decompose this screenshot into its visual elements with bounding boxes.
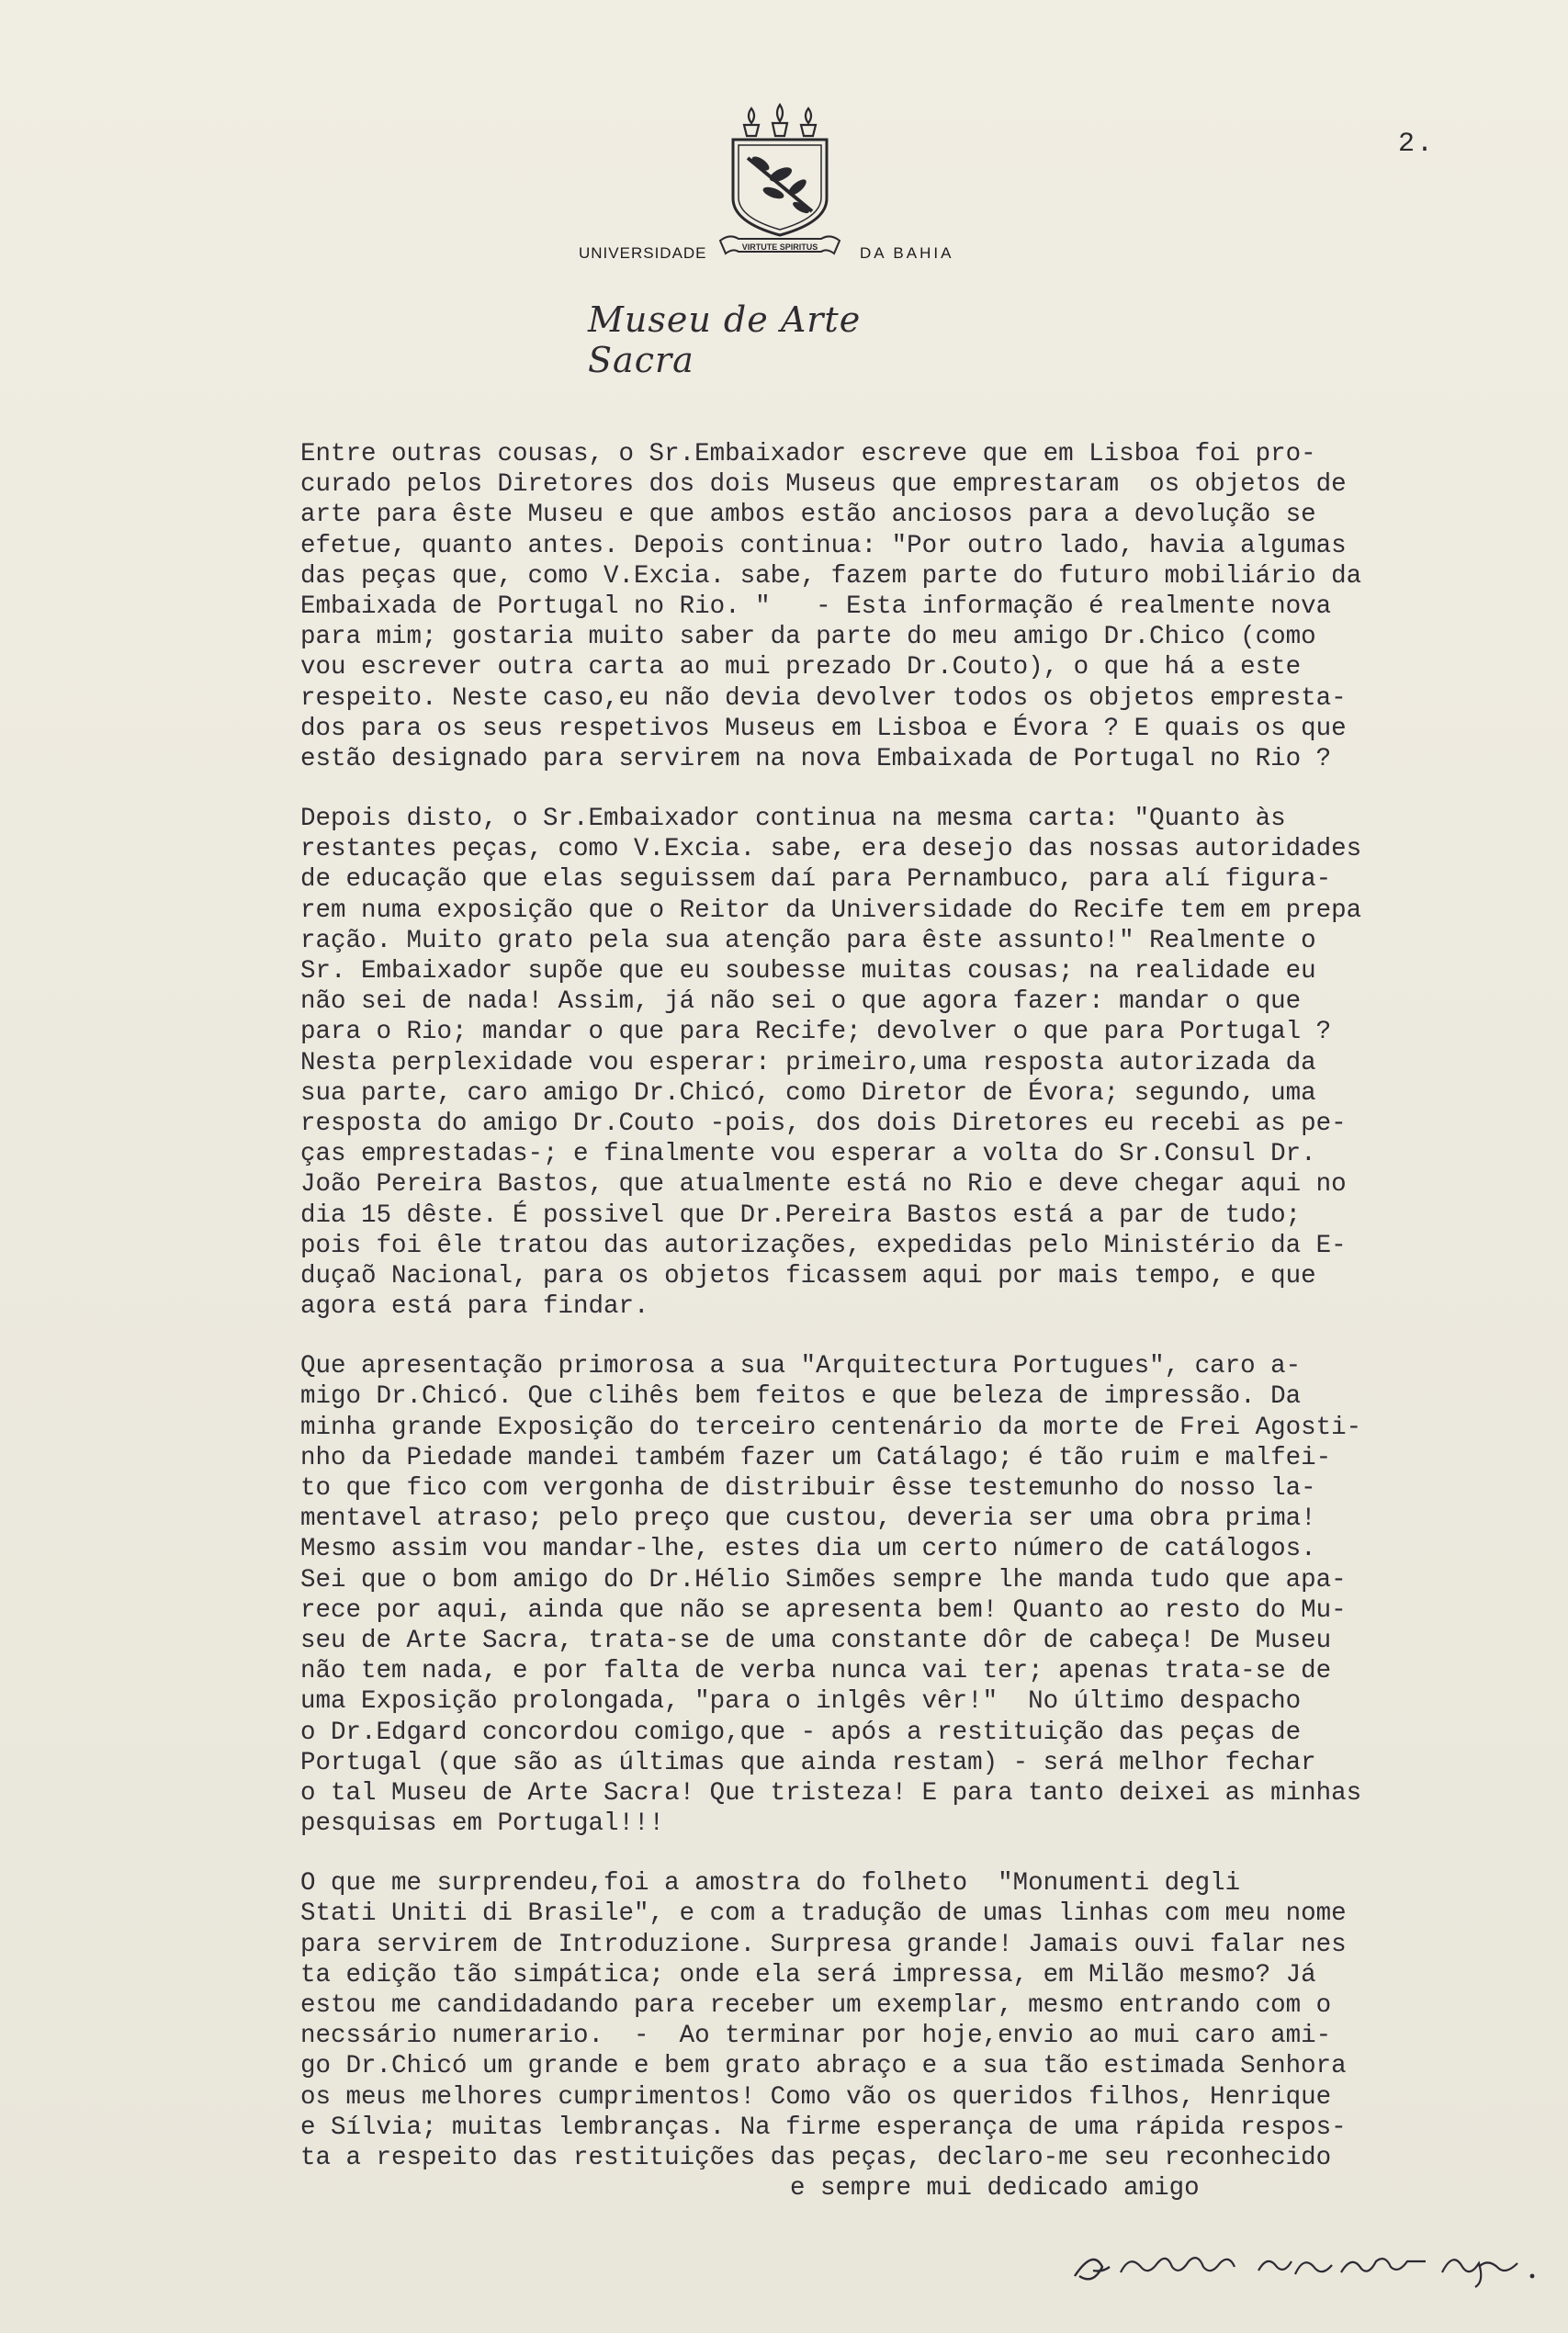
museum-name: Museu de Arte Sacra — [588, 299, 862, 380]
letter-line: Nesta perplexidade vou esperar: primeiro,uma resposta autorizada da — [300, 1048, 1316, 1077]
crest-motto: VIRTUTE SPIRITUS — [741, 242, 818, 252]
letter-line: to que fico com vergonha de distribuir êsse testemunho do nosso la- — [300, 1474, 1316, 1503]
letter-line: ração. Muito grato pela sua atenção para êste assunto!" Realmente o — [300, 926, 1316, 955]
letter-line: ças emprestadas-; e finalmente vou esperar a volta do Sr.Consul Dr. — [300, 1140, 1316, 1169]
letter-line: dia 15 dêste. É possivel que Dr.Pereira Bastos está a par de tudo; — [300, 1200, 1302, 1230]
letter-line: Que apresentação primorosa a sua "Arquitectura Portugues", caro a- — [300, 1352, 1302, 1381]
letter-line: João Pereira Bastos, que atualmente está no Rio e deve chegar aqui no — [300, 1170, 1347, 1200]
letter-line: agora está para findar. — [300, 1292, 649, 1322]
university-crest-icon — [716, 103, 843, 266]
letter-line: o tal Museu de Arte Sacra! Que tristeza! E para tanto deixei as minhas — [300, 1778, 1362, 1808]
letter-line: estou me candidadando para receber um exemplar, mesmo entrando com o — [300, 1991, 1332, 2020]
letter-line: sua parte, caro amigo Dr.Chicó, como Diretor de Évora; segundo, uma — [300, 1078, 1316, 1108]
letter-line: duçaõ Nacional, para os objetos ficassem aqui por mais tempo, e que — [300, 1261, 1316, 1290]
letter-line: ta edição tão simpática; onde ela será impressa, em Milão mesmo? Já — [300, 1960, 1316, 1989]
letter-line: e Sílvia; muitas lembranças. Na firme esperança de uma rápida respos- — [300, 2113, 1347, 2142]
letter-line: efetue, quanto antes. Depois continua: "Por outro lado, havia algumas — [300, 531, 1347, 560]
letter-line: para servirem de Introduzione. Surpresa grande! Jamais ouvi falar nes — [300, 1930, 1347, 1959]
letter-line: curado pelos Diretores dos dois Museus que emprestaram os objetos de — [300, 470, 1347, 500]
letter-line: Portugal (que são as últimas que ainda restam) - será melhor fechar — [300, 1748, 1316, 1777]
letter-line: necssário numerario. - Ao terminar por hoje,envio ao mui caro ami- — [300, 2022, 1332, 2051]
letter-line: Sei que o bom amigo do Dr.Hélio Simões sempre lhe manda tudo que apa- — [300, 1565, 1347, 1595]
letter-body — [300, 439, 1568, 2203]
letter-line: para o Rio; mandar o que para Recife; devolver o que para Portugal ? — [300, 1018, 1332, 1047]
letter-line: pois foi êle tratou das autorizações, expedidas pelo Ministério da E- — [300, 1231, 1347, 1260]
paragraph-gap — [300, 1322, 1568, 1351]
letter-line: arte para êste Museu e que ambos estão anciosos para a devolução se — [300, 501, 1316, 530]
letter-line: O que me surprendeu,foi a amostra do folheto "Monumenti degli — [300, 1869, 1241, 1899]
letter-line: nho da Piedade mandei também fazer um Catálago; é tão ruim e malfei- — [300, 1443, 1332, 1472]
paragraph-gap — [300, 774, 1568, 804]
letter-line: Embaixada de Portugal no Rio. " - Esta informação é realmente nova — [300, 592, 1332, 621]
letter-line: migo Dr.Chicó. Que clihês bem feitos e que beleza de impressão. Da — [300, 1382, 1302, 1412]
letter-line: Entre outras cousas, o Sr.Embaixador escreve que em Lisboa foi pro- — [300, 440, 1316, 468]
letter-line: para mim; gostaria muito saber da parte do meu amigo Dr.Chico (como — [300, 623, 1316, 652]
letter-line: minha grande Exposição do terceiro centenário da morte de Frei Agosti- — [300, 1413, 1362, 1442]
letter-line: o Dr.Edgard concordou comigo,que - após a restituição das peças de — [300, 1718, 1302, 1747]
letter-line: vou escrever outra carta ao mui prezado Dr.Couto), o que há a este — [300, 653, 1302, 682]
letter-line: Depois disto, o Sr.Embaixador continua na mesma carta: "Quanto às — [300, 805, 1286, 834]
letter-line: de educação que elas seguissem daí para Pernambuco, para alí figura- — [300, 865, 1332, 895]
letter-line: rem numa exposição que o Reitor da Universidade do Recife tem em prepa — [300, 896, 1362, 925]
letter-line: Mesmo assim vou mandar-lhe, estes dia um certo número de catálogos. — [300, 1535, 1316, 1564]
letter-line: Stati Uniti di Brasile", e com a tradução de umas linhas com meu nome — [300, 1899, 1347, 1929]
letter-line: não tem nada, e por falta de verba nunca vai ter; apenas trata-se de — [300, 1657, 1332, 1686]
letter-line: resposta do amigo Dr.Couto -pois, dos dois Diretores eu recebi as pe- — [300, 1109, 1347, 1138]
university-name-right: DA BAHIA — [860, 244, 954, 262]
letter-paragraph-4 — [300, 1868, 1568, 2173]
letter-paragraph-2 — [300, 804, 1568, 1322]
letter-line: estão designado para servirem na nova Embaixada de Portugal no Rio ? — [300, 744, 1332, 773]
letter-line: uma Exposição prolongada, "para o inlgês vêr!" No último despacho — [300, 1687, 1302, 1717]
page-number: 2. — [1398, 129, 1436, 160]
letter-line: das peças que, como V.Excia. sabe, fazem parte do futuro mobiliário da — [300, 561, 1362, 591]
letter-line: dos para os seus respetivos Museus em Lisboa e Évora ? E quais os que — [300, 714, 1347, 743]
letter-line: ta a respeito das restituições das peças, declaro-me seu reconhecido — [300, 2143, 1332, 2172]
letter-line: go Dr.Chicó um grande e bem grato abraço e a sua tão estimada Senhora — [300, 2052, 1347, 2081]
letter-line: Sr. Embaixador supõe que eu soubesse muitas cousas; na realidade eu — [300, 957, 1316, 986]
letter-paragraph-3 — [300, 1351, 1568, 1839]
university-name-left: UNIVERSIDADE — [579, 244, 707, 262]
letter-line: restantes peças, como V.Excia. sabe, era desejo das nossas autoridades — [300, 835, 1362, 864]
letter-line: respeito. Neste caso,eu não devia devolver todos os objetos empresta- — [300, 683, 1347, 713]
letter-line: não sei de nada! Assim, já não sei o que agora fazer: mandar o que — [300, 987, 1302, 1017]
letter-line: seu de Arte Sacra, trata-se de uma constante dôr de cabeça! De Museu — [300, 1626, 1332, 1655]
handwritten-signature — [1066, 2239, 1543, 2294]
letter-line: mentavel atraso; pelo preço que custou, deveria ser uma obra prima! — [300, 1505, 1316, 1534]
paragraph-gap — [300, 1839, 1568, 1868]
letter-line: os meus melhores cumprimentos! Como vão os queridos filhos, Henrique — [300, 2082, 1332, 2112]
letter-line: pesquisas em Portugal!!! — [300, 1809, 665, 1839]
letter-closing: e sempre mui dedicado amigo — [790, 2174, 1200, 2203]
letter-line: rece por aqui, ainda que não se apresenta bem! Quanto ao resto do Mu- — [300, 1595, 1347, 1625]
letter-paragraph-1 — [300, 439, 1568, 774]
